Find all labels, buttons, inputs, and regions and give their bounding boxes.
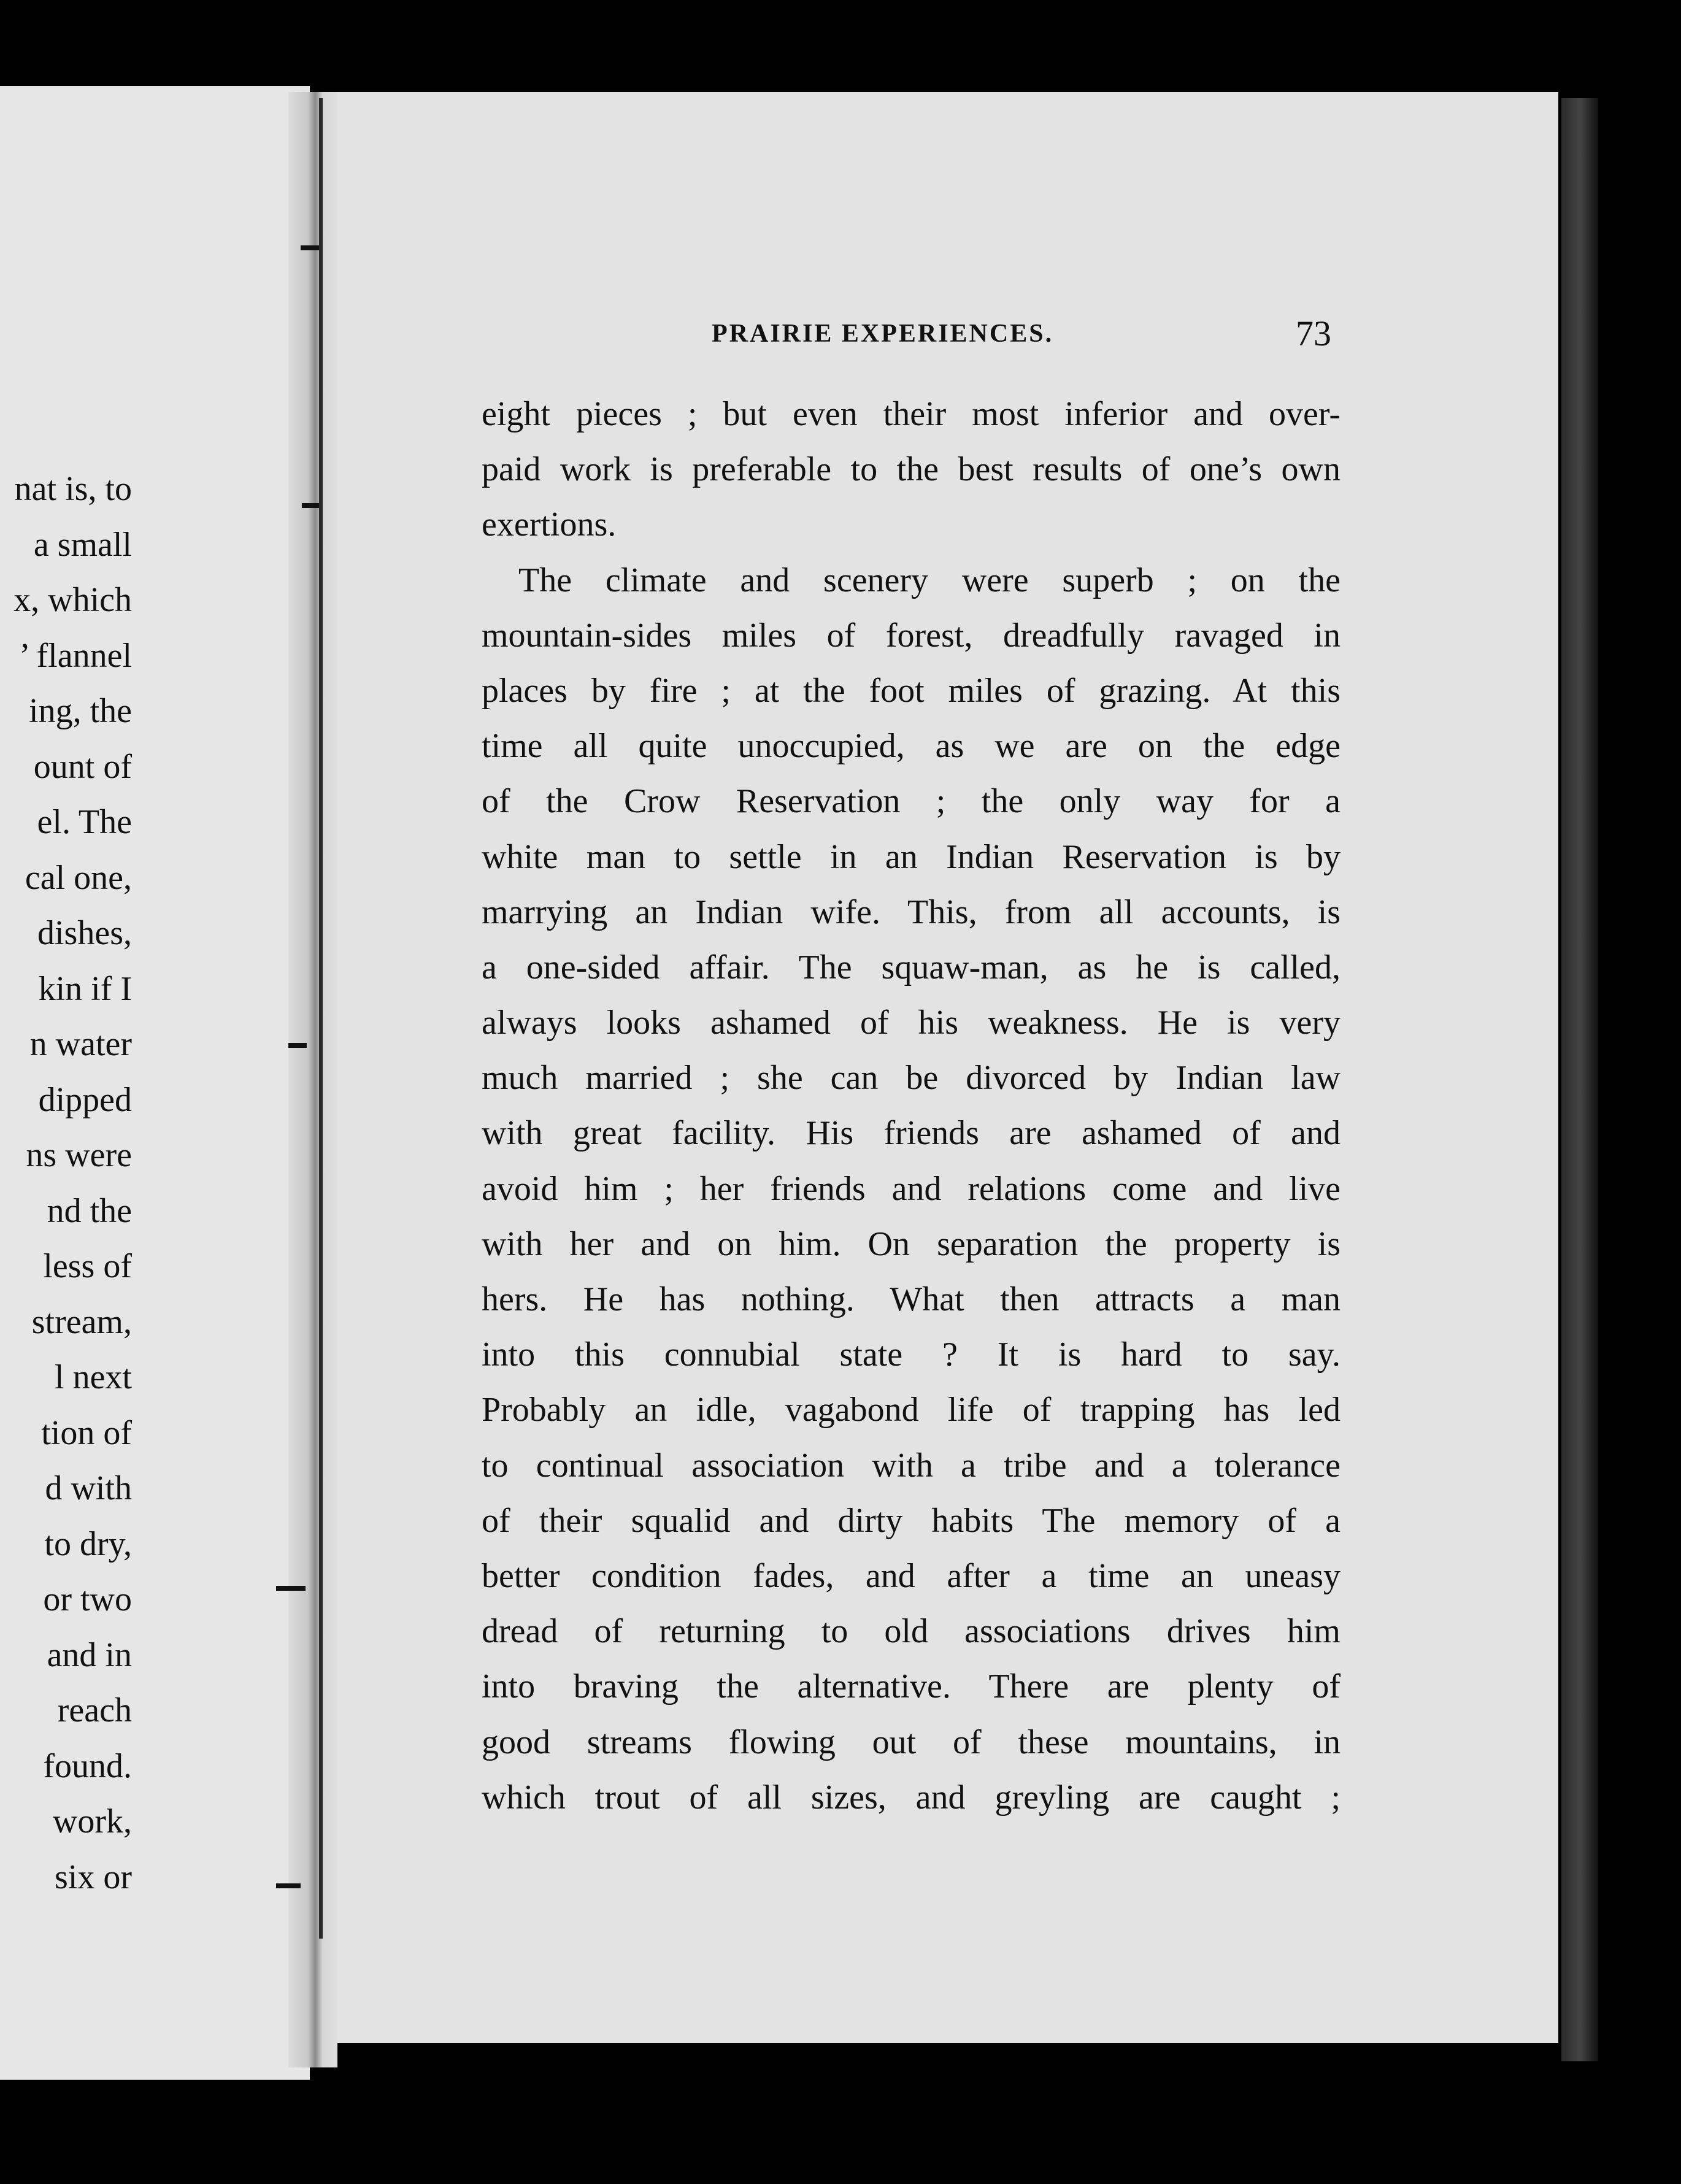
- text-line: mountain-sides miles of forest, dreadfully ravaged in: [482, 616, 1341, 655]
- text-line: marrying an Indian wife. This, from all accounts, is: [482, 893, 1341, 931]
- left-line: reach: [57, 1691, 132, 1729]
- left-page-text: [0, 461, 132, 1905]
- text-line: of their squalid and dirty habits The memory of a: [482, 1501, 1341, 1540]
- text-line: good streams flowing out of these mountains, in: [482, 1723, 1341, 1761]
- left-line: six or: [55, 1858, 132, 1896]
- left-line: ’ flannel: [19, 636, 132, 675]
- body-text: [482, 386, 1341, 1825]
- binding-mark: [301, 245, 319, 250]
- text-line: exertions.: [482, 506, 617, 544]
- running-head: PRAIRIE EXPERIENCES.: [712, 320, 1054, 348]
- left-line: cal one,: [25, 858, 132, 897]
- left-line: nd the: [47, 1191, 132, 1230]
- left-line: found.: [43, 1747, 132, 1785]
- left-line: l next: [55, 1358, 132, 1396]
- left-line: n water: [29, 1025, 132, 1063]
- left-line: ns were: [26, 1136, 132, 1174]
- left-line: work,: [52, 1802, 132, 1840]
- left-line: ing, the: [29, 692, 132, 730]
- text-line: time all quite unoccupied, as we are on the edge: [482, 727, 1341, 766]
- text-line: much married ; she can be divorced by Indian law: [482, 1059, 1341, 1098]
- left-line: stream,: [31, 1302, 132, 1341]
- text-line: Probably an idle, vagabond life of trapping has led: [482, 1391, 1341, 1429]
- left-line: nat is, to: [14, 470, 132, 508]
- left-page: [0, 86, 310, 2080]
- text-line: eight pieces ; but even their most inferior and over-: [482, 395, 1341, 433]
- text-line: which trout of all sizes, and greyling are caught ;: [482, 1778, 1341, 1817]
- text-line: avoid him ; her friends and relations come and live: [482, 1169, 1341, 1208]
- left-line: tion of: [41, 1413, 132, 1452]
- binding-shadow: [319, 98, 323, 1939]
- left-line: x, which: [13, 581, 132, 619]
- left-line: less of: [43, 1247, 132, 1285]
- text-line: a one-sided affair. The squaw-man, as he is called,: [482, 948, 1341, 986]
- left-line: or two: [43, 1580, 132, 1618]
- binding-mark: [276, 1586, 306, 1591]
- left-line: and in: [47, 1636, 132, 1674]
- text-line: white man to settle in an Indian Reservation is by: [482, 837, 1341, 876]
- left-line: a small: [33, 525, 132, 564]
- text-line: always looks ashamed of his weakness. He is very: [482, 1004, 1341, 1042]
- binding-mark: [276, 1883, 301, 1888]
- text-line: with great facility. His friends are ashamed of and: [482, 1114, 1341, 1153]
- text-line: The climate and scenery were superb ; on the: [518, 561, 1341, 599]
- text-line: into braving the alternative. There are plenty of: [482, 1667, 1341, 1706]
- left-line: el. The: [37, 803, 132, 841]
- left-line: dishes,: [37, 914, 132, 952]
- text-line: better condition fades, and after a time an uneasy: [482, 1556, 1341, 1595]
- book-gutter: [288, 92, 337, 2067]
- text-line: hers. He has nothing. What then attracts a man: [482, 1280, 1341, 1318]
- binding-mark: [288, 1043, 307, 1048]
- left-line: to dry,: [44, 1525, 132, 1563]
- binding-mark: [302, 503, 319, 508]
- left-line: kin if I: [38, 969, 132, 1008]
- left-line: d with: [45, 1469, 132, 1507]
- text-line: places by fire ; at the foot miles of grazing. At this: [482, 671, 1341, 710]
- text-line: paid work is preferable to the best results of one’s own: [482, 450, 1341, 489]
- page-edge: [1561, 98, 1598, 2061]
- text-line: to continual association with a tribe and a tolerance: [482, 1446, 1341, 1485]
- left-line: ount of: [33, 747, 132, 786]
- left-line: dipped: [38, 1080, 132, 1119]
- text-line: into this connubial state ? It is hard to say.: [482, 1336, 1341, 1374]
- text-line: with her and on him. On separation the property is: [482, 1225, 1341, 1263]
- text-line: dread of returning to old associations drives him: [482, 1612, 1341, 1651]
- page-number: 73: [1296, 313, 1331, 353]
- text-line: of the Crow Reservation ; the only way for a: [482, 782, 1341, 821]
